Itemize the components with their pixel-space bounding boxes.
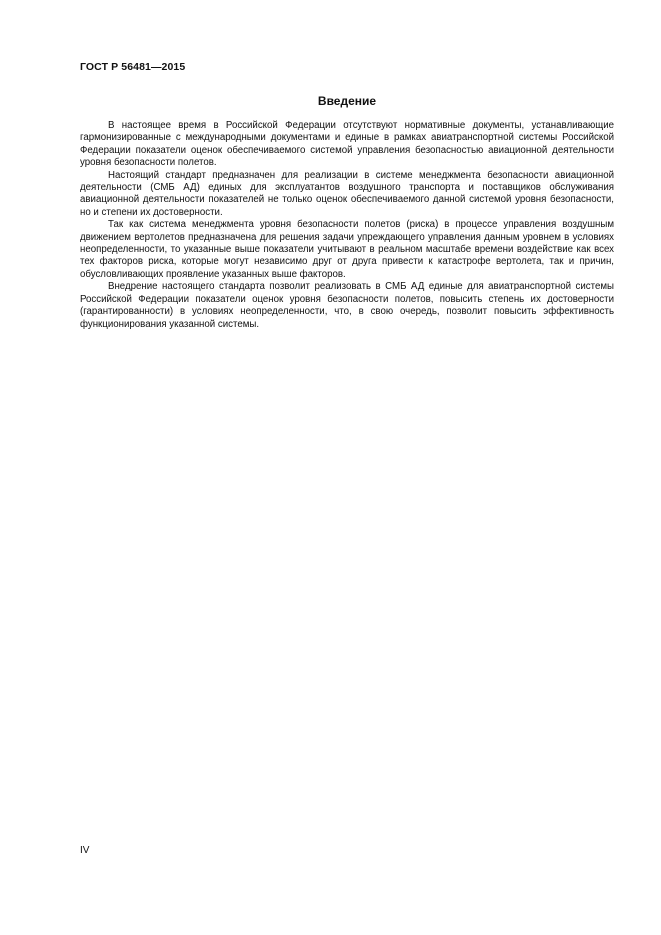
page-number: IV [80, 845, 90, 856]
introduction-body [80, 120, 614, 331]
section-title: Введение [317, 94, 377, 108]
paragraph: В настоящее время в Российской Федерации отсутствуют нормативные документы, устанавливающие гармонизированные с международными документами и единые в рамках авиатранспортной системы Российской Федерации показатели оценок обеспечиваемого системой управления безопасностью авиационной деятельности уровня безопасности полетов. [80, 120, 614, 169]
document-code: ГОСТ Р 56481—2015 [80, 61, 186, 73]
paragraph: Внедрение настоящего стандарта позволит реализовать в СМБ АД единые для авиатранспортной системы Российской Федерации показатели оценок уровня безопасности полетов, повысить степень их достоверности (гарантированности) в условиях неопределенности, что, в свою очередь, позволит повысить эффективность функционирования указанной системы. [80, 281, 614, 330]
paragraph: Настоящий стандарт предназначен для реализации в системе менеджмента безопасности авиационной деятельности (СМБ АД) единых для эксплуатантов воздушного транспорта и поставщиков обслуживания авиационной деятельности показателей не только оценок обеспечиваемого данной системой уровня безопасности, но и степени их достоверности. [80, 169, 614, 218]
paragraph: Так как система менеджмента уровня безопасности полетов (риска) в процессе управления воздушным движением вертолетов предназначена для решения задачи упреждающего управления данным уровнем в условиях неопределенности, то указанные выше показатели учитывают в реальном масштабе времени воздействие как всех тех факторов риска, которые могут независимо друг от друга привести к катастрофе вертолета, так и причин, обусловливающих проявление указанных выше факторов. [80, 219, 614, 280]
